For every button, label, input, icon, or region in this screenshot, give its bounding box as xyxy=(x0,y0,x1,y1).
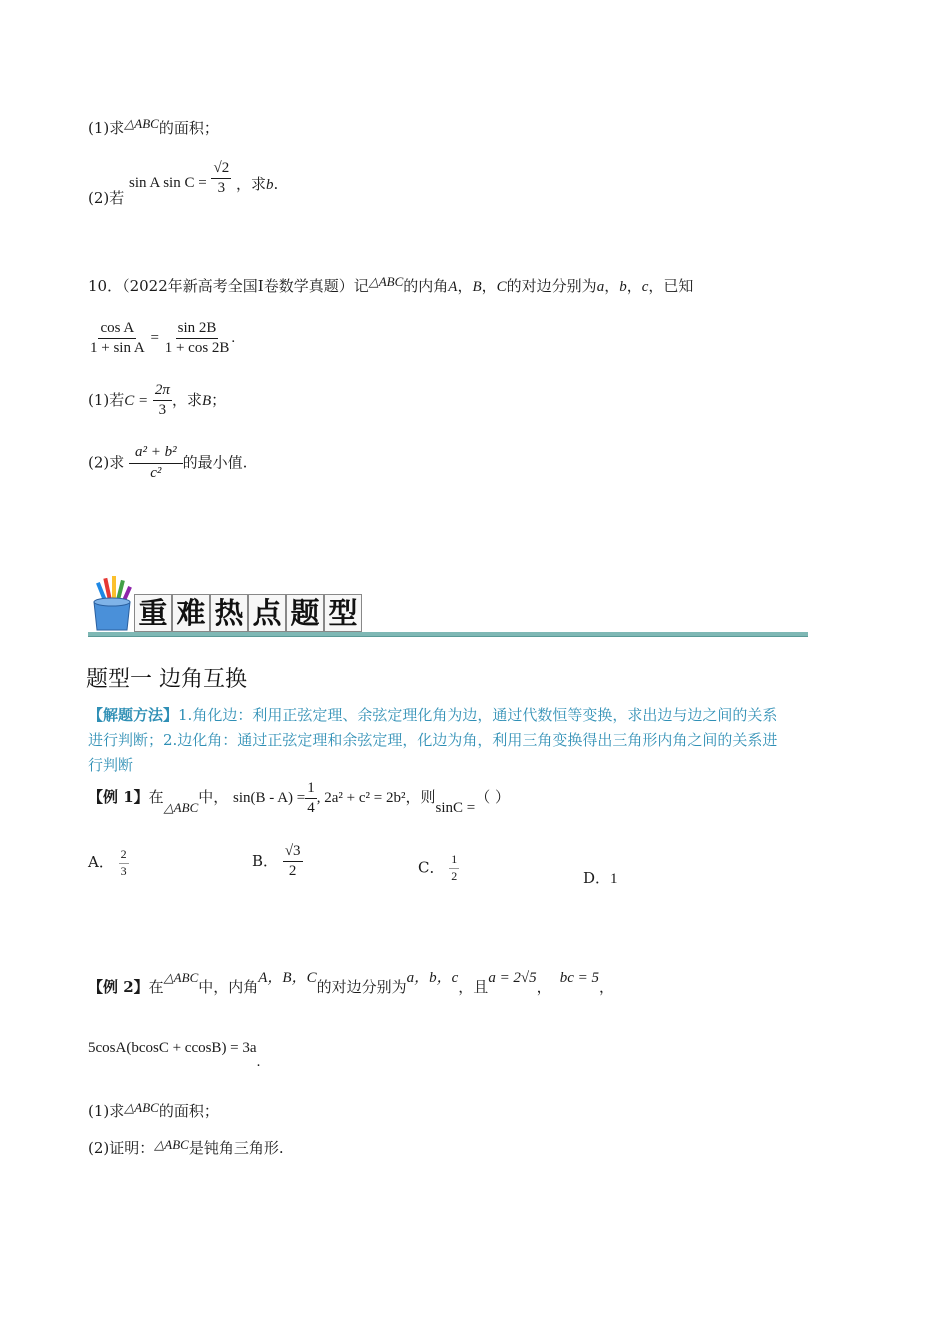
example1-statement: 【例 1】在△ABC中， sin(B - A) = $\frac{1}{4}$ , 2a² + c² = 2b²，则sinC =（ ） xyxy=(88,780,511,817)
example2-label: 【例 2】 xyxy=(88,978,149,996)
banner-char: 热 xyxy=(210,594,248,632)
method-description: 【解题方法】1.角化边：利用正弦定理、余弦定理化角为边，通过代数恒等变换，求出边与边之间的关系 进行判断；2.边化角：通过正弦定理和余弦定理，化边为角，利用三角变换得出三角形内角之间的关系进 行判断 xyxy=(88,706,778,774)
problem10-given-equation: $\frac{\text{cos A}}{\text{1 + sin A}}$ = $\frac{\sin 2B}{1 + \cos 2B}$ . xyxy=(90,320,236,357)
section-title: 题型一 边角互换 xyxy=(86,667,247,692)
cosA-fraction: $\frac{\text{cos A}}{\text{1 + sin A}}$ xyxy=(90,320,145,357)
banner-char: 点 xyxy=(248,594,286,632)
triangle-abc: △ABC xyxy=(124,116,159,131)
sin2B-fraction: $\frac{\sin 2B}{1 + \cos 2B}$ xyxy=(164,320,230,357)
problem9-part2: (2)若 sin A sin C = $\frac{√2}{3}$ ，求b. xyxy=(88,160,279,207)
option-a[interactable]: A． $\frac{2}{3}$ xyxy=(88,847,127,878)
banner-char: 题 xyxy=(286,594,324,632)
triangle-abc: △ABC xyxy=(163,970,199,985)
2pi-over-3: $\frac{2\pi}{3}$ xyxy=(154,382,170,419)
problem10-part2: (2)求 $\frac{\text{a² + b²}}{\text{c²}}$ 的最小值. xyxy=(88,444,248,482)
section-banner xyxy=(88,574,810,640)
example1-label: 【例 1】 xyxy=(88,788,149,807)
triangle-abc: △ABC xyxy=(368,274,404,289)
option-c[interactable]: C． $\frac{1}{2}$ xyxy=(418,852,458,883)
triangle-abc: △ABC xyxy=(124,1100,159,1115)
banner-underline xyxy=(88,632,808,637)
banner-char: 重 xyxy=(134,594,172,632)
triangle-abc: △ABC xyxy=(154,1137,189,1152)
example1-condition: sin(B - A) = $\frac{1}{4}$ , 2a² + c² = 2b² xyxy=(233,780,406,817)
banner-char: 难 xyxy=(172,594,210,632)
problem10-statement: 10．（2022年新高考全国I卷数学真题）记△ABC的内角A，B，C的对边分别为a，b，c，已知 xyxy=(88,274,694,295)
example2-equation: 5cosA(bcosC + ccosB) = 3a. xyxy=(88,1040,261,1070)
sin-expression: sin A sin C = xyxy=(129,174,207,191)
triangle-abc: △ABC xyxy=(163,800,199,816)
option-d[interactable]: D．1 xyxy=(583,869,618,887)
example2-part2: (2)证明：△ABC是钝角三角形. xyxy=(88,1137,284,1157)
option-b[interactable]: B． $\frac{√3}{2}$ xyxy=(252,843,301,880)
banner-char: 型 xyxy=(324,594,362,632)
ratio-fraction: $\frac{\text{a² + b²}}{\text{c²}}$ xyxy=(129,444,183,483)
method-label: 【解题方法】 xyxy=(88,706,179,724)
problem9-part1: (1)求△ABC的面积； xyxy=(88,116,219,137)
example2-statement: 【例 2】在△ABC中，内角A，B，C的对边分别为a，b，c，且a = 2√5， bc = 5， xyxy=(88,970,614,996)
problem10-part1: (1)若C = $\frac{2\pi}{3}$ ，求B； xyxy=(88,382,227,419)
pencil-cup-icon xyxy=(90,576,134,632)
sqrt2-over-3: $\frac{√2}{3}$ xyxy=(213,160,230,197)
example2-part1: (1)求△ABC的面积； xyxy=(88,1100,219,1120)
